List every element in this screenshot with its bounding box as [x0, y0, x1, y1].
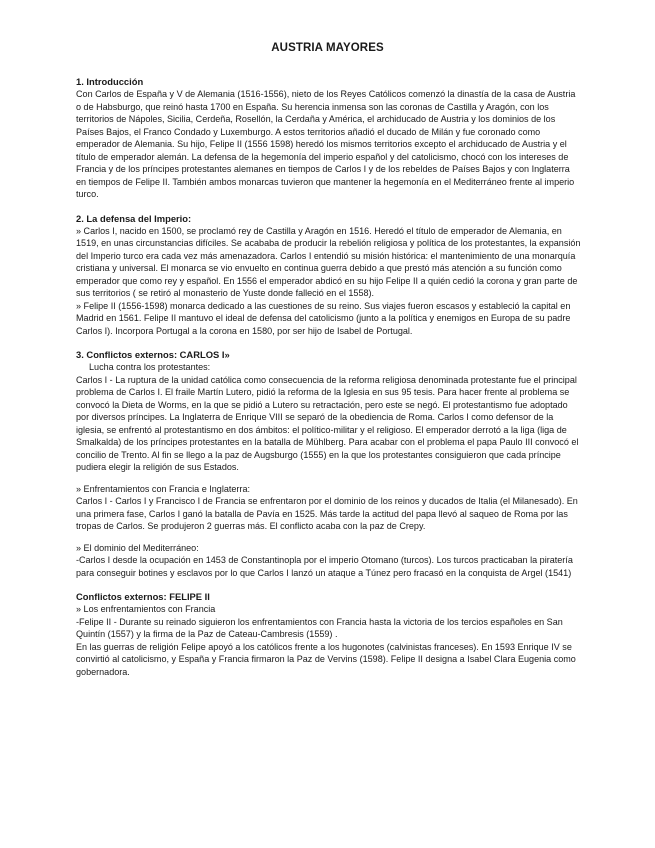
section-heading: 2. La defensa del Imperio:	[76, 212, 192, 224]
paragraph: Carlos I - Carlos I y Francisco I de Francia se enfrentaron por el dominio de los reinos y ducados de Italia (el Milanesado). En una primera fase, Carlos I ganó la batalla de Pavía en 1525. Más tarde la actitud del papa llevó al saqueo de Roma por las tropas de Carlos. Se produjeron 2 guerras más. El conflicto acaba con la paz de Crepy.	[76, 496, 578, 531]
section-conflictos-carlos	[76, 349, 582, 579]
document-title: AUSTRIA MAYORES	[271, 42, 384, 54]
document-body	[76, 76, 582, 678]
paragraph: -Carlos I desde la ocupación en 1453 de Constantinopla por el imperio Otomano (turcos). Los turcos practicaban la piratería para conseguir botines y esclavos por lo que Carlos I lanzó un ataque a Túnez pero fracasó en la conquista de Argel (1541)	[76, 555, 573, 578]
subheading: » Los enfrentamientos con Francia	[76, 604, 216, 614]
section-defensa-imperio	[76, 213, 582, 338]
paragraph: En las guerras de religión Felipe apoyó a los católicos frente a los hugonotes (calvinistas franceses). En 1593 Enrique IV se convirtió al catolicismo, y España y Francia firmaron la Paz de Vervins (1598). Felipe II designa a Isabel Clara Eugenia como gobernadora.	[76, 641, 576, 677]
paragraph: Carlos I - La ruptura de la unidad católica como consecuencia de la reforma religiosa denominada protestante fue el principal problema de Carlos I. El fraile Martín Lutero, pidió la reforma de la Iglesia en sus 95 tesis. Para hacer frente al problema se convocó la Dieta de Worms, en la que se pidió a Lutero su retractación, pero este se negó. El protestantismo fue adoptado por diversos príncipes. La Inglaterra de Enrique VIII se separó de la obediencia de Roma. Carlos I como defensor de la iglesia, se enfrentó al protestantismo en dos ámbitos: el político-militar y el religioso. El emperador derrotó a la liga (liga de Smalkalda) de los príncipes protestantes en la batalla de Mühlberg. Para acabar con el problema el papa Paulo III convocó el concilio de Trento. Al fin se llego a la paz de Augsburgo (1555) en la que los protestantes consiguieron que cada príncipe pudiera elegir la religión de sus Estados.	[76, 374, 579, 472]
paragraph: Con Carlos de España y V de Alemania (1516-1556), nieto de los Reyes Católicos comenzó la dinastía de la casa de Austria o de Habsburgo, que reinó hasta 1700 en España. Su herencia inmensa son las coronas de Castilla y Aragón, con los territorios de Nápoles, Sicilia, Cerdeña, Rosellón, la Cerdaña y América, el archiducado de Austria y los dominios de los Países Bajos, el Franco Condado y Luxemburgo. A estos territorios añadió el ducado de Milán y fue coronado como emperador de Alemania. Su hijo, Felipe II (1556 1598) heredó los mismos territorios excepto el archiducado de Austria y el título de emperador alemán. La defensa de la hegemonía del imperio español y del catolicismo, chocó con los intereses de Francia y de los príncipes protestantes alemanes en tiempos de Carlos I y de los rebeldes de Países Bajos y con Inglaterra en tiempos de Felipe II. También ambos monarcas tuvieron que mantener la hegemonía en el Mediterráneo frente al imperio turco.	[76, 89, 576, 199]
section-conflictos-felipe	[76, 591, 582, 678]
section-introduccion	[76, 76, 582, 201]
subheading: » Enfrentamientos con Francia e Inglaterra:	[76, 483, 250, 494]
paragraph: -Felipe II - Durante su reinado siguieron los enfrentamientos con Francia hasta la victoria de los tercios españoles en San Quintín (1557) y la firma de la Paz de Cateau-Cambresis (1559) .	[76, 616, 563, 639]
subheading: » El dominio del Mediterráneo:	[76, 542, 199, 553]
subheading: Lucha contra los protestantes:	[89, 362, 211, 372]
section-heading: Conflictos externos: FELIPE II	[76, 591, 210, 602]
paragraph: » Felipe II (1556-1598) monarca dedicado a las cuestiones de su reino. Sus viajes fueron escasos y estableció la capital en Madrid en 1561. Felipe II mantuvo el ideal de defensa del catolicismo (junto a la política y enemigos en Europa de su padre Carlos I). Incorpora Portugal a la corona en 1580, por ser hijo de Isabel de Portugal.	[76, 300, 571, 336]
section-heading: 3. Conflictos externos: CARLOS I»	[76, 349, 230, 360]
section-heading: 1. Introducción	[76, 76, 144, 87]
paragraph: » Carlos I, nacido en 1500, se proclamó rey de Castilla y Aragón en 1516. Heredó el título de emperador de Alemania, en 1519, en unas circunstancias difíciles. Se acababa de producir la rebelión religiosa y política de los protestantes, la expansión del Imperio turco era cada vez más amenazadora. Carlos I entendió su misión histórica: el mantenimiento de una monarquía cristiana y universal. El monarca se vio envuelto en continua guerra debido a que prestó más atención a su función como emperador que como rey y español. En 1556 el emperador abdicó en su hijo Felipe II a quién cedió la corona y gran parte de sus territorios ( se retiró al monasterio de Yuste donde falleció en el 1558).	[76, 225, 581, 298]
